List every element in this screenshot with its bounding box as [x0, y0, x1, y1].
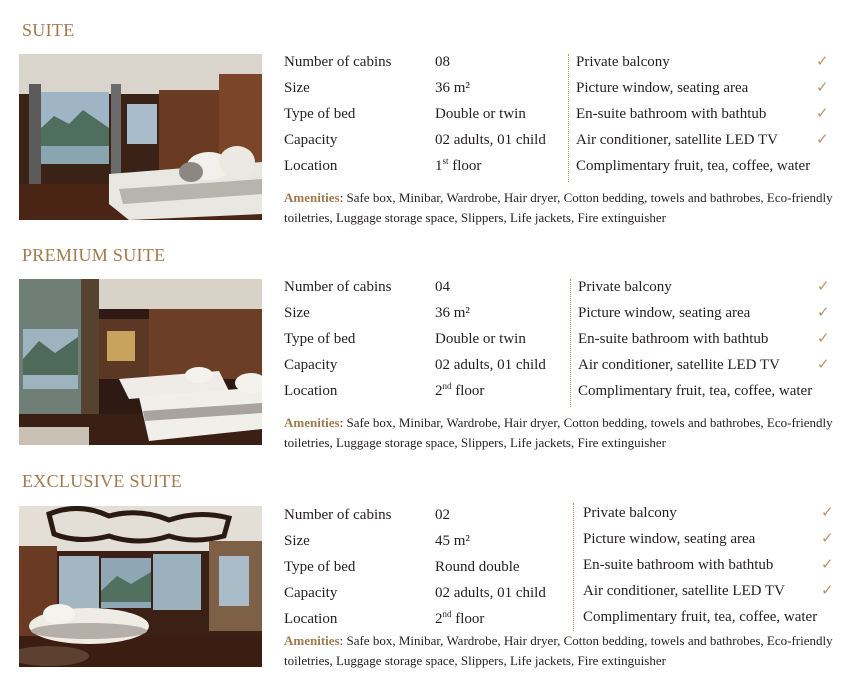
- check-icon: ✓: [817, 357, 830, 373]
- feature-item: Complimentary fruit, tea, coffee, water: [583, 609, 818, 625]
- check-icon: ✓: [816, 80, 829, 96]
- feature-item: En-suite bathroom with bathtub ✓: [583, 557, 834, 573]
- feature-item: En-suite bathroom with bathtub ✓: [578, 331, 830, 347]
- spec-label: Location: [284, 611, 338, 627]
- dotted-divider: [573, 503, 574, 631]
- spec-value: Round double: [435, 559, 520, 575]
- spec-table: [284, 277, 574, 407]
- spec-value: 04: [435, 279, 450, 295]
- feature-list: [578, 277, 848, 407]
- spec-row: [284, 583, 574, 609]
- feature-list: [576, 52, 846, 182]
- cabin-photo: [19, 54, 262, 220]
- feature-item: Complimentary fruit, tea, coffee, water: [576, 158, 811, 174]
- feature-item: Complimentary fruit, tea, coffee, water: [578, 383, 813, 399]
- amenities-text: Amenities: Safe box, Minibar, Wardrobe, Hair dryer, Cotton bedding, towels and bathrobes, Eco-friendly toiletries, Luggage storage space, Slippers, Life jackets, Fire extinguisher: [284, 415, 833, 450]
- spec-value: Double or twin: [435, 331, 526, 347]
- amenities-text: Amenities: Safe box, Minibar, Wardrobe, Hair dryer, Cotton bedding, towels and bathrobes, Eco-friendly toiletries, Luggage storage space, Slippers, Life jackets, Fire extinguisher: [284, 633, 833, 668]
- section-title: EXCLUSIVE SUITE: [22, 471, 182, 491]
- spec-label: Number of cabins: [284, 279, 392, 295]
- check-icon: ✓: [817, 305, 830, 321]
- section-title: PREMIUM SUITE: [22, 245, 166, 265]
- spec-table: [284, 505, 574, 635]
- spec-row: [284, 130, 574, 156]
- check-icon: ✓: [817, 331, 830, 347]
- amenities-label: Amenities: [284, 190, 340, 205]
- dotted-divider: [568, 54, 569, 182]
- spec-value: 02 adults, 01 child: [435, 132, 546, 148]
- spec-row: [284, 78, 574, 104]
- feature-item: En-suite bathroom with bathtub ✓: [576, 106, 829, 122]
- spec-row: [284, 329, 574, 355]
- spec-row: [284, 104, 574, 130]
- check-icon: ✓: [821, 531, 834, 547]
- feature-item: Private balcony ✓: [576, 54, 829, 70]
- check-icon: ✓: [821, 557, 834, 573]
- spec-label: Size: [284, 305, 310, 321]
- dotted-divider: [570, 279, 571, 407]
- spec-value: Double or twin: [435, 106, 526, 122]
- amenities-label: Amenities: [284, 415, 340, 430]
- spec-label: Type of bed: [284, 106, 356, 122]
- feature-item: Air conditioner, satellite LED TV ✓: [583, 583, 834, 599]
- spec-label: Type of bed: [284, 559, 356, 575]
- spec-row: [284, 52, 574, 78]
- section-title: SUITE: [22, 20, 75, 40]
- spec-label: Capacity: [284, 132, 338, 148]
- spec-row: [284, 156, 574, 182]
- spec-label: Capacity: [284, 585, 338, 601]
- spec-label: Size: [284, 80, 310, 96]
- spec-value: 36 m²: [435, 305, 470, 321]
- spec-row: [284, 557, 574, 583]
- spec-value: 08: [435, 54, 450, 70]
- feature-item: Air conditioner, satellite LED TV ✓: [576, 132, 829, 148]
- spec-value: 02 adults, 01 child: [435, 357, 546, 373]
- check-icon: ✓: [817, 279, 830, 295]
- feature-item: Private balcony ✓: [578, 279, 830, 295]
- feature-item: Picture window, seating area ✓: [578, 305, 830, 321]
- spec-value: 1st floor: [435, 156, 482, 174]
- check-icon: ✓: [821, 505, 834, 521]
- spec-label: Size: [284, 533, 310, 549]
- spec-label: Location: [284, 158, 338, 174]
- spec-label: Number of cabins: [284, 54, 392, 70]
- check-icon: ✓: [821, 583, 834, 599]
- spec-row: [284, 505, 574, 531]
- spec-value: 02 adults, 01 child: [435, 585, 546, 601]
- spec-value: 02: [435, 507, 450, 523]
- spec-label: Number of cabins: [284, 507, 392, 523]
- feature-item: Picture window, seating area ✓: [583, 531, 834, 547]
- spec-value: 2nd floor: [435, 609, 485, 627]
- check-icon: ✓: [816, 132, 829, 148]
- spec-row: [284, 531, 574, 557]
- check-icon: ✓: [816, 106, 829, 122]
- amenities-text: Amenities: Safe box, Minibar, Wardrobe, Hair dryer, Cotton bedding, towels and bathrobes, Eco-friendly toiletries, Luggage storage space, Slippers, Life jackets, Fire extinguisher: [284, 190, 833, 225]
- check-icon: ✓: [816, 54, 829, 70]
- spec-row: [284, 303, 574, 329]
- spec-value: 2nd floor: [435, 381, 485, 399]
- spec-label: Capacity: [284, 357, 338, 373]
- feature-item: Private balcony ✓: [583, 505, 834, 521]
- feature-list: [583, 503, 853, 633]
- spec-value: 36 m²: [435, 80, 470, 96]
- spec-value: 45 m²: [435, 533, 470, 549]
- spec-table: [284, 52, 574, 182]
- cabin-photo: [19, 279, 262, 445]
- spec-row: [284, 277, 574, 303]
- spec-row: [284, 355, 574, 381]
- cabin-photo: [19, 506, 262, 667]
- amenities-label: Amenities: [284, 633, 340, 648]
- spec-label: Location: [284, 383, 338, 399]
- spec-row: [284, 381, 574, 407]
- feature-item: Picture window, seating area ✓: [576, 80, 829, 96]
- spec-label: Type of bed: [284, 331, 356, 347]
- feature-item: Air conditioner, satellite LED TV ✓: [578, 357, 830, 373]
